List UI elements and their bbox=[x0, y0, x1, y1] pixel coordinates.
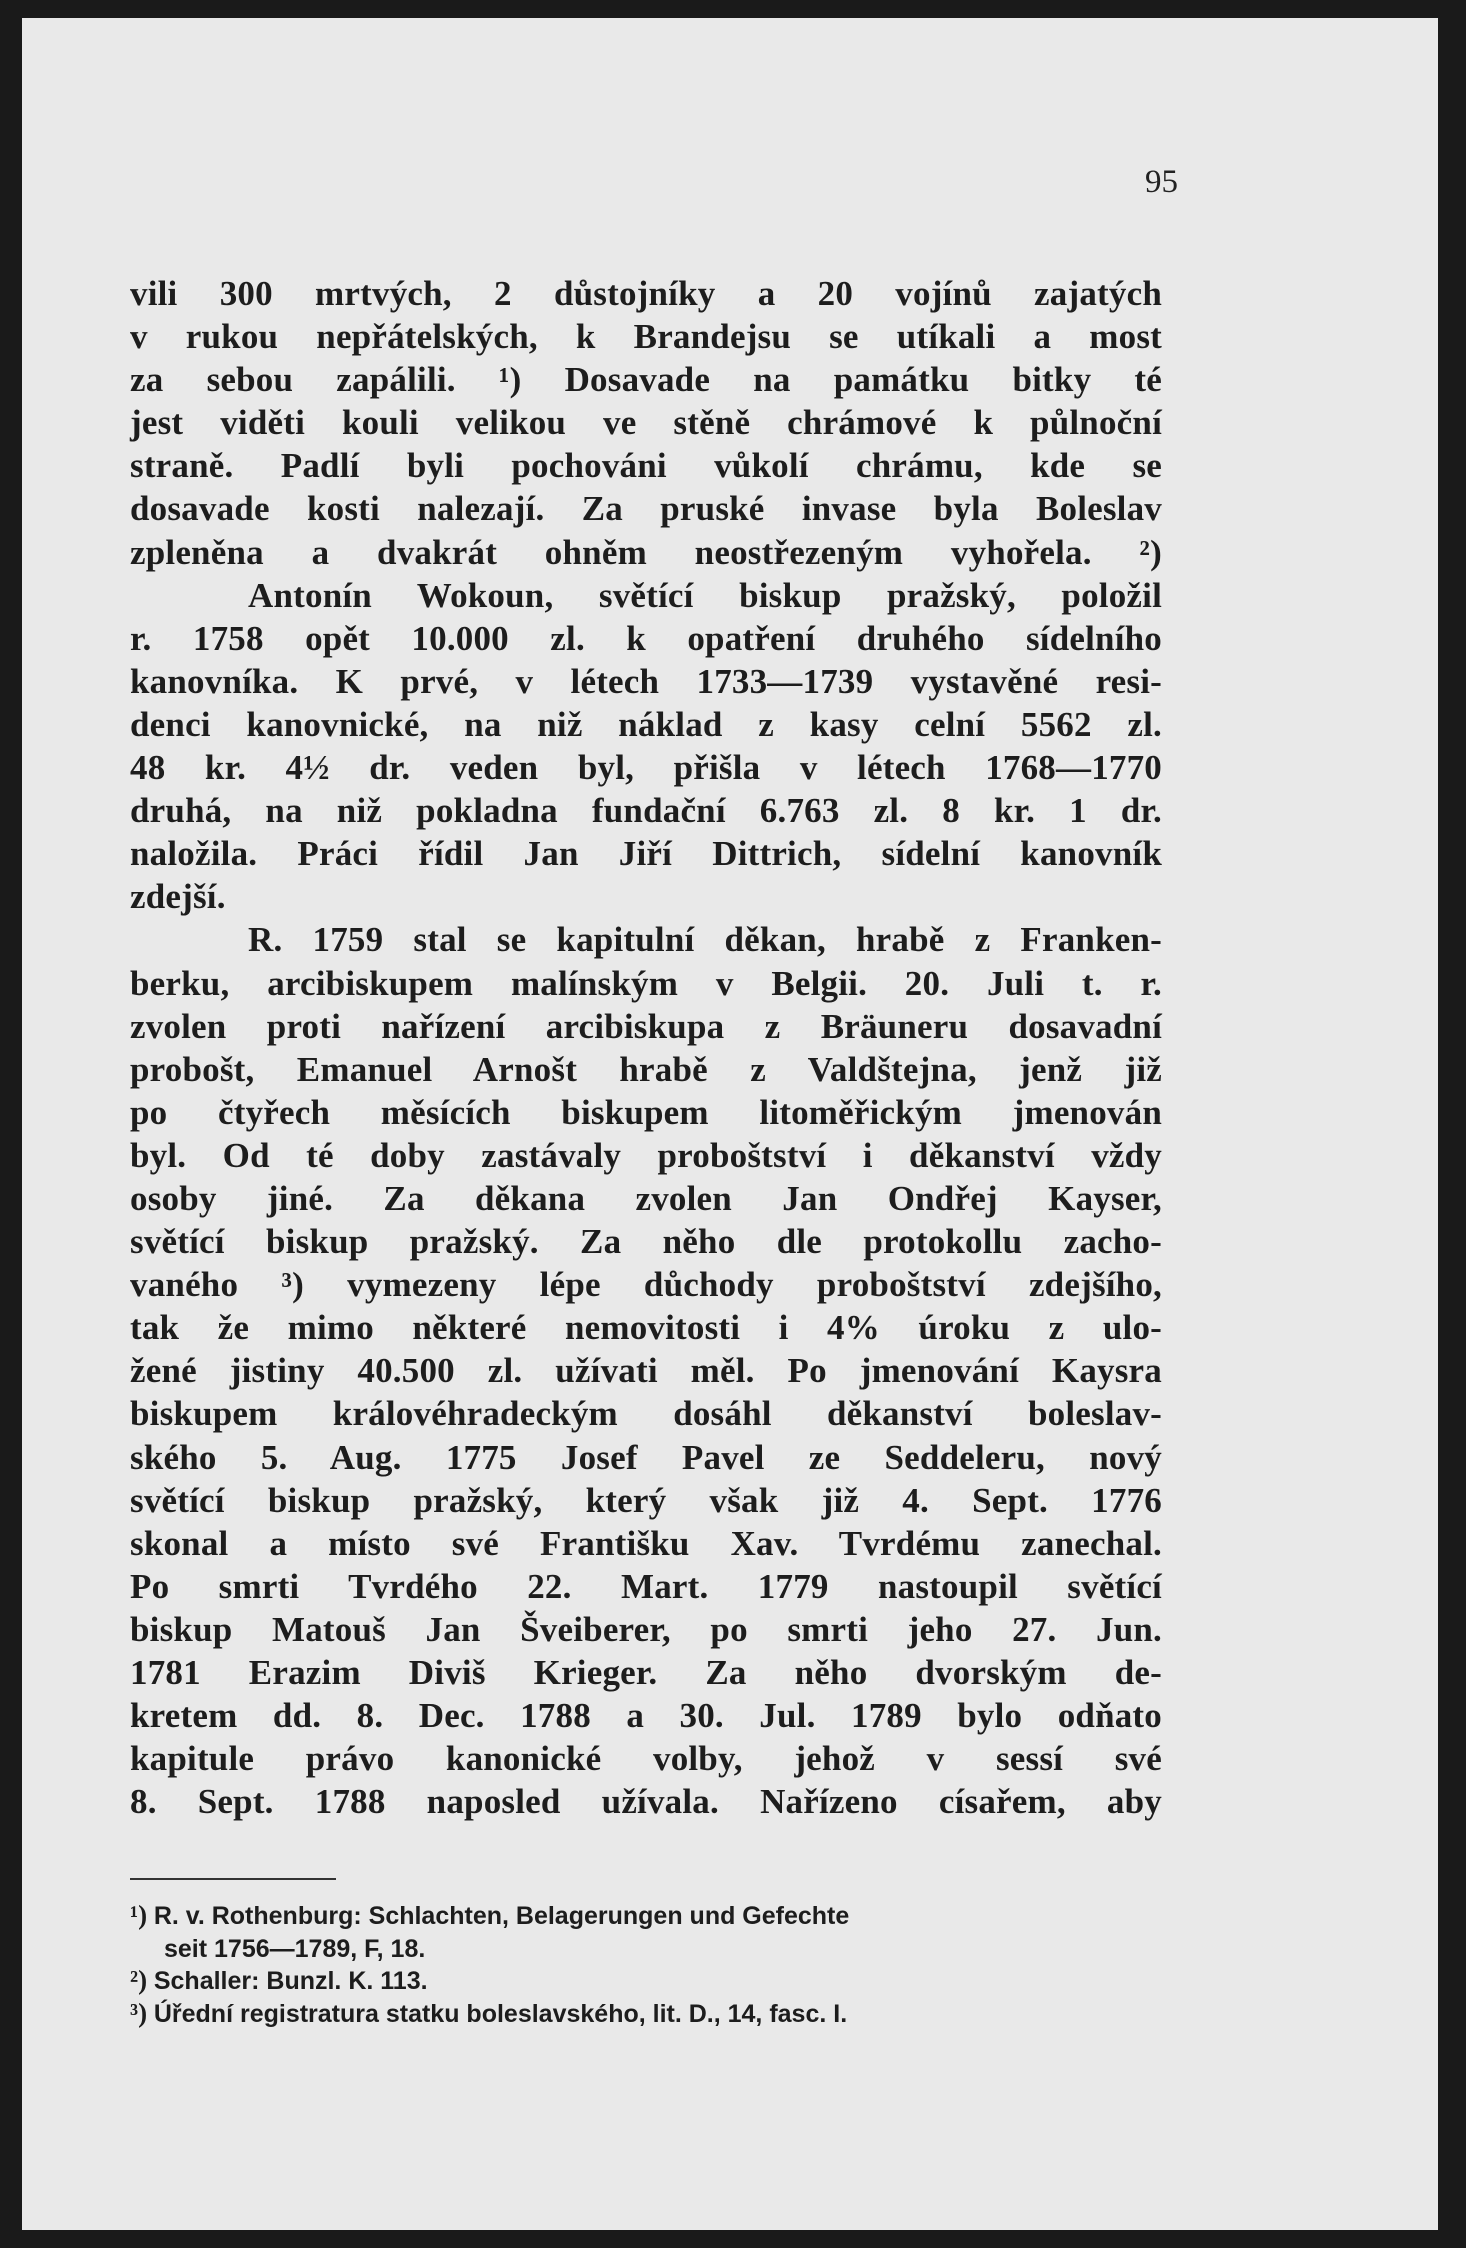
text-line: 8. Sept. 1788 naposled užívala. Nařízeno císařem, aby bbox=[130, 1782, 1162, 1822]
text-line: světící biskup pražský. Za něho dle protokollu zacho- bbox=[130, 1222, 1162, 1262]
text-line: 48 kr. 4½ dr. veden byl, přišla v létech 1768—1770 bbox=[130, 748, 1162, 788]
footnote-separator bbox=[130, 1878, 336, 1880]
text-line: tak že mimo některé nemovitosti i 4% úroku z ulo- bbox=[130, 1308, 1162, 1348]
text-line: probošt, Emanuel Arnošt hrabě z Valdštejna, jenž již bbox=[130, 1049, 1162, 1089]
text-line: vaného ³) vymezeny lépe důchody proboštství zdejšího, bbox=[130, 1265, 1162, 1305]
footnote-mark: ¹) bbox=[130, 1900, 148, 1930]
footnote-continuation bbox=[130, 1933, 1162, 1966]
footnote-text: seit 1756—1789, F, 18. bbox=[164, 1934, 426, 1963]
text-line: vili 300 mrtvých, 2 důstojníky a 20 vojínů zajatých bbox=[130, 274, 1162, 313]
footnote-mark: ²) bbox=[130, 1965, 148, 1995]
text-line: zdejší. bbox=[130, 877, 226, 917]
text-line: dosavade kosti nalezají. Za pruské invase byla Boleslav bbox=[130, 489, 1162, 529]
text-line: R. 1759 stal se kapitulní děkan, hrabě z Franken- bbox=[248, 920, 1162, 960]
text-line: skonal a místo své Františku Xav. Tvrdému zanechal. bbox=[130, 1523, 1162, 1563]
text-line: jest viděti kouli velikou ve stěně chrámové k půlnoční bbox=[130, 403, 1162, 443]
text-line: za sebou zapálili. ¹) Dosavade na památku bitky té bbox=[130, 360, 1162, 400]
text-line: kretem dd. 8. Dec. 1788 a 30. Jul. 1789 bylo odňato bbox=[130, 1696, 1162, 1736]
body-text bbox=[130, 272, 1162, 1823]
text-line: berku, arcibiskupem malínským v Belgii. 20. Juli t. r. bbox=[130, 963, 1162, 1003]
text-line: Antonín Wokoun, světící biskup pražský, položil bbox=[248, 575, 1162, 615]
text-line: žené jistiny 40.500 zl. užívati měl. Po jmenování Kaysra bbox=[130, 1351, 1162, 1391]
text-line: po čtyřech měsících biskupem litoměřickým jmenován bbox=[130, 1092, 1162, 1132]
text-line: 1781 Erazim Diviš Krieger. Za něho dvorským de- bbox=[130, 1653, 1162, 1692]
text-line: kanovníka. K prvé, v létech 1733—1739 vystavěné resi- bbox=[130, 661, 1162, 701]
text-line: straně. Padlí byli pochováni vůkolí chrámu, kde se bbox=[130, 446, 1162, 486]
text-line: biskup Matouš Jan Šveiberer, po smrti jeho 27. Jun. bbox=[130, 1609, 1162, 1649]
text-line: ského 5. Aug. 1775 Josef Pavel ze Seddeleru, nový bbox=[130, 1437, 1162, 1477]
text-line: kapitule právo kanonické volby, jehož v sessí své bbox=[130, 1739, 1162, 1779]
page-number: 95 bbox=[1145, 164, 1178, 200]
text-line: osoby jiné. Za děkana zvolen Jan Ondřej Kayser, bbox=[130, 1178, 1162, 1218]
text-line: r. 1758 opět 10.000 zl. k opatření druhého sídelního bbox=[130, 618, 1162, 658]
text-line: zpleněna a dvakrát ohněm neostřezeným vyhořela. ²) bbox=[130, 532, 1162, 572]
footnote-mark: ³) bbox=[130, 1997, 148, 2028]
text-line: zvolen proti nařízení arcibiskupa z Bräuneru dosavadní bbox=[130, 1006, 1162, 1046]
text-line: byl. Od té doby zastávaly proboštství i děkanství vždy bbox=[130, 1135, 1162, 1175]
text-line: naložila. Práci řídil Jan Jiří Dittrich, sídelní kanovník bbox=[130, 834, 1162, 874]
footnote-text: R. v. Rothenburg: Schlachten, Belagerungen und Gefechte bbox=[153, 1902, 850, 1930]
text-line: druhá, na niž pokladna fundační 6.763 zl. 8 kr. 1 dr. bbox=[130, 791, 1162, 831]
footnote-text: Schaller: Bunzl. K. 113. bbox=[153, 1967, 428, 1995]
footnote bbox=[130, 1900, 1162, 1933]
text-line: denci kanovnické, na niž náklad z kasy celní 5562 zl. bbox=[130, 704, 1162, 744]
footnote bbox=[130, 1998, 1162, 2031]
footnote bbox=[130, 1965, 1162, 1998]
text-line: Po smrti Tvrdého 22. Mart. 1779 nastoupil světící bbox=[130, 1566, 1162, 1606]
text-line: v rukou nepřátelských, k Brandejsu se utíkali a most bbox=[130, 317, 1162, 357]
footnote-text: Úřední registratura statku boleslavského, lit. D., 14, fasc. I. bbox=[153, 1999, 848, 2028]
text-line: světící biskup pražský, který však již 4. Sept. 1776 bbox=[130, 1480, 1162, 1520]
footnotes bbox=[130, 1900, 1162, 2030]
text-line: biskupem královéhradeckým dosáhl děkanství boleslav- bbox=[130, 1394, 1162, 1434]
